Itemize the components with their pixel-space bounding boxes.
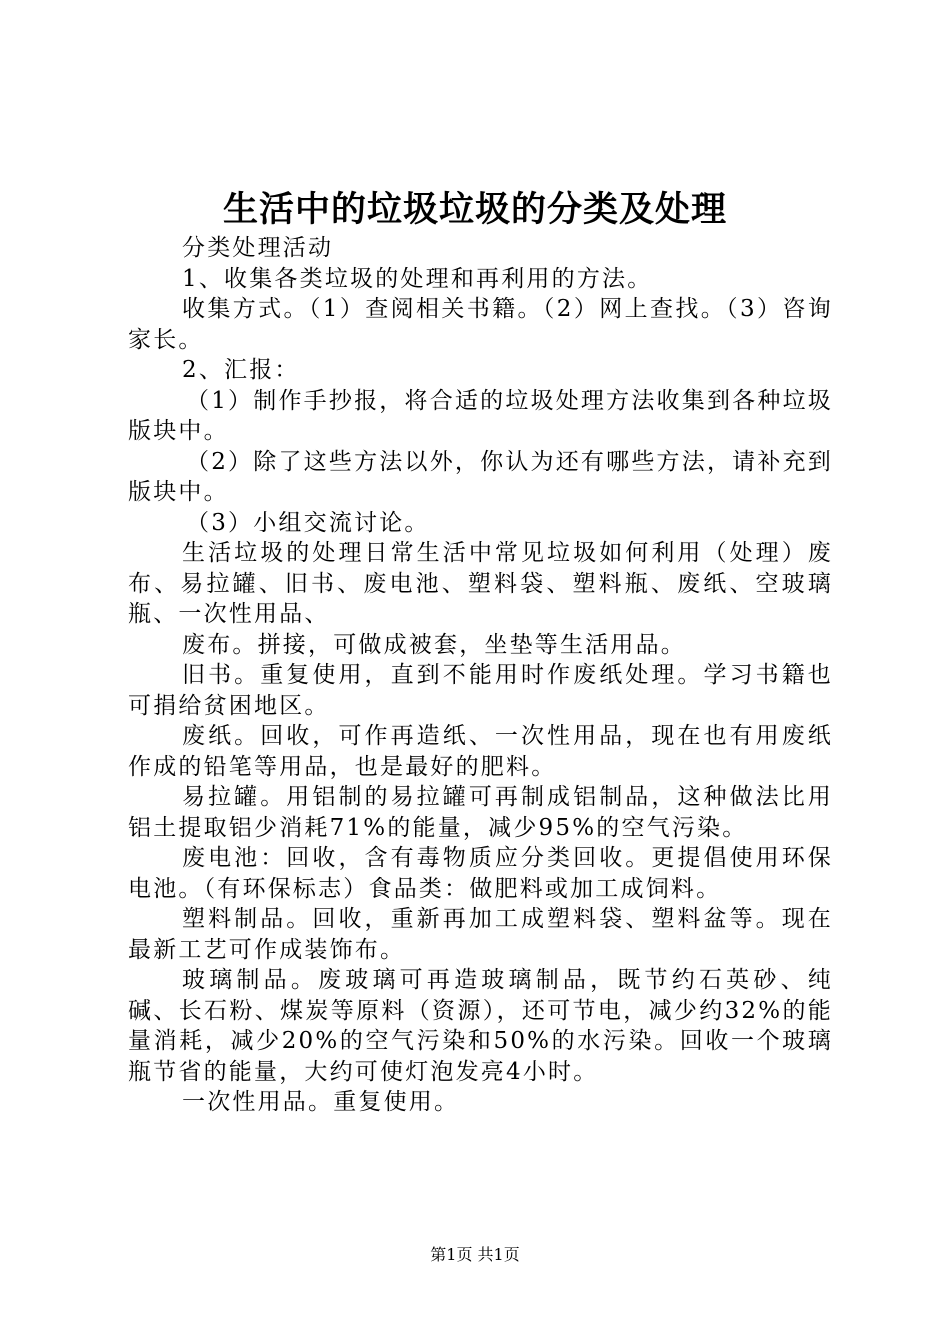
paragraph-report-1: （1）制作手抄报，将合适的垃圾处理方法收集到各种垃圾版块中。	[128, 387, 833, 444]
paragraph-activity-heading: 分类处理活动	[182, 235, 334, 261]
paragraph-waste-cloth: 废布。拼接，可做成被套，坐垫等生活用品。	[182, 631, 686, 658]
paragraph-collection-methods: 收集方式。（1）查阅相关书籍。（2）网上查找。（3）咨询家长。	[128, 296, 833, 353]
paragraph-glass: 玻璃制品。废玻璃可再造玻璃制品，既节约石英砂、纯碱、长石粉、煤炭等原料（资源），还可节电，减少约32%的能量消耗，减少20%的空气污染和50%的水污染。回收一个玻璃瓶节省的能量，大约可使灯泡发亮4小时。	[128, 967, 833, 1085]
document-title: 生活中的垃圾垃圾的分类及处理	[222, 189, 727, 230]
paragraph-report-2: （2）除了这些方法以外，你认为还有哪些方法，请补充到版块中。	[128, 448, 833, 505]
paragraph-cans: 易拉罐。用铝制的易拉罐可再制成铝制品，这种做法比用铝土提取铝少消耗71%的能量，减少95%的空气污染。	[128, 784, 833, 841]
paragraph-step-2: 2、汇报：	[182, 357, 300, 383]
paragraph-report-3: （3）小组交流讨论。	[186, 509, 430, 536]
paragraph-garbage-overview: 生活垃圾的处理日常生活中常见垃圾如何利用（处理）废布、易拉罐、旧书、废电池、塑料袋、塑料瓶、废纸、空玻璃瓶、一次性用品、	[128, 540, 833, 627]
page-footer: 第1页 共1页	[430, 1245, 520, 1264]
paragraph-waste-paper: 废纸。回收，可作再造纸、一次性用品，现在也有用废纸作成的铅笔等用品，也是最好的肥料。	[128, 723, 833, 780]
paragraph-disposables: 一次性用品。重复使用。	[182, 1089, 460, 1115]
paragraph-batteries: 废电池：回收，含有毒物质应分类回收。更提倡使用环保电池。（有环保标志）食品类：做肥料或加工成饲料。	[128, 845, 833, 902]
paragraph-step-1: 1、收集各类垃圾的处理和再利用的方法。	[182, 265, 653, 292]
paragraph-plastics: 塑料制品。回收，重新再加工成塑料袋、塑料盆等。现在最新工艺可作成装饰布。	[128, 906, 833, 963]
document-body	[128, 233, 833, 1118]
paragraph-old-books: 旧书。重复使用，直到不能用时作废纸处理。学习书籍也可捐给贫困地区。	[128, 662, 833, 719]
